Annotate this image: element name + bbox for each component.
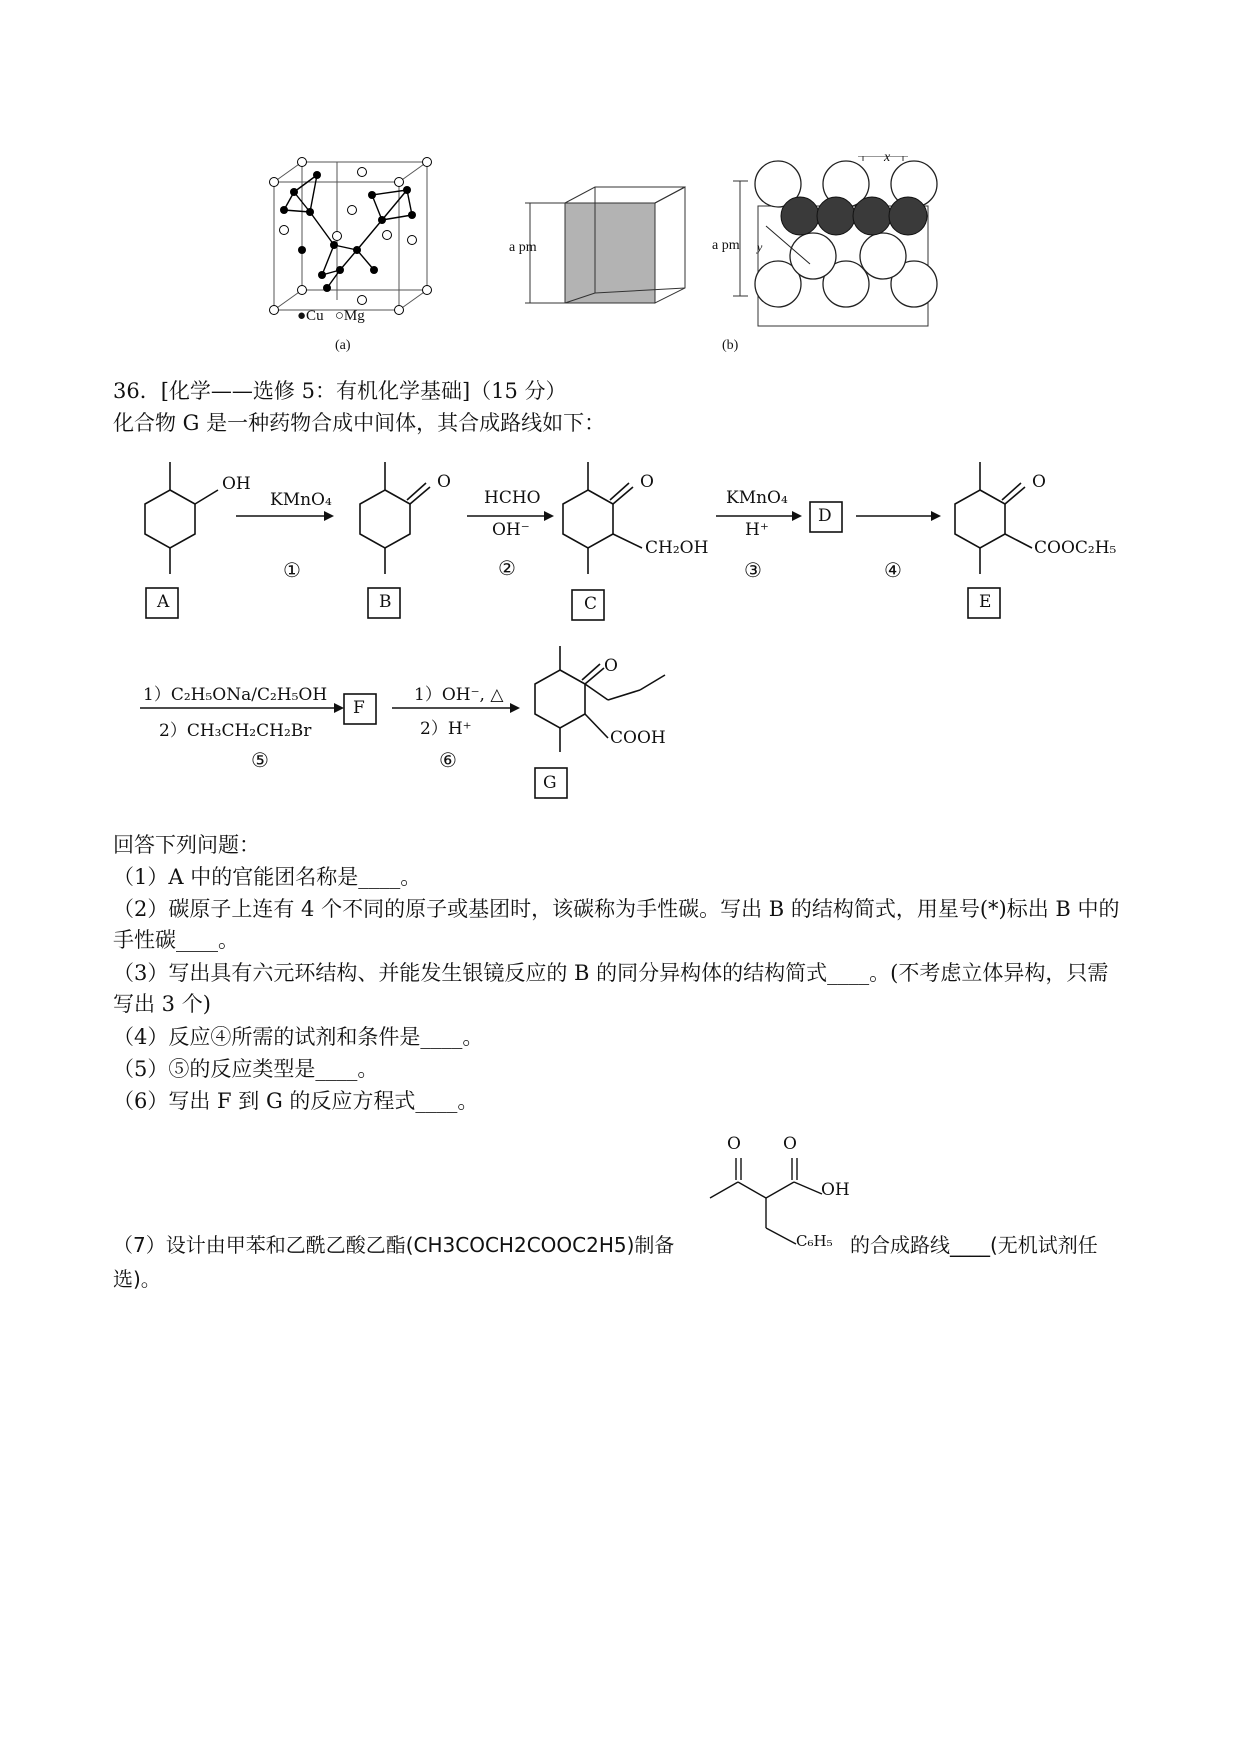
compound-label-e: E — [979, 592, 992, 612]
step2-number: ② — [498, 556, 516, 580]
question-1: （1）A 中的官能团名称是____。 — [113, 865, 422, 889]
step1-number: ① — [283, 558, 301, 582]
figure-b-packing — [718, 156, 968, 346]
question-7-part2: 的合成路线____(无机试剂任 — [850, 1233, 1098, 1257]
cube-dim-label: a pm — [509, 240, 537, 255]
question-7-part1: （7）设计由甲苯和乙酰乙酸乙酯(CH3COCH2COOC2H5)制备 — [113, 1233, 675, 1257]
question-4: （4）反应④所需的试剂和条件是____。 — [113, 1025, 484, 1049]
step3-reagent-bottom: H⁺ — [745, 520, 769, 540]
step1-reagent: KMnO₄ — [270, 490, 332, 510]
q7-label-oh: OH — [821, 1180, 850, 1200]
step5-number: ⑤ — [251, 748, 269, 772]
figure-b-dim-label: a pm — [712, 238, 740, 253]
answer-intro: 回答下列问题： — [113, 833, 260, 857]
figure-b-y-label: y — [757, 240, 763, 254]
label-b-o: O — [437, 472, 451, 492]
label-e-cooc2h5: COOC₂H₅ — [1034, 538, 1117, 558]
step6-reagent-top: 1）OH⁻, △ — [414, 685, 504, 705]
question-3: （3）写出具有六元环结构、并能发生银镜反应的 B 的同分异构体的结构简式____。(不考虑立体异构，只需写出 3 个) — [113, 961, 1109, 1016]
step4-number: ④ — [884, 558, 902, 582]
question-intro: 化合物 G 是一种药物合成中间体，其合成路线如下： — [113, 411, 606, 435]
label-c-ch2oh: CH₂OH — [645, 538, 709, 558]
label-e-o: O — [1032, 472, 1046, 492]
figure-a-legend — [297, 308, 365, 325]
question-7-part3: 选)。 — [113, 1267, 161, 1291]
compound-label-g: G — [543, 773, 557, 793]
legend-mg: ○Mg — [334, 308, 365, 324]
figure-b-caption: (b) — [722, 338, 739, 353]
step5-reagent-top: 1）C₂H₅ONa/C₂H₅OH — [143, 685, 328, 705]
question-2: （2）碳原子上连有 4 个不同的原子或基团时，该碳称为手性碳。写出 B 的结构简式，用星号(*)标出 B 中的手性碳____。 — [113, 897, 1120, 952]
legend-cu: ●Cu — [297, 308, 324, 324]
step6-reagent-bottom: 2）H⁺ — [420, 719, 472, 739]
step5-reagent-bottom: 2）CH₃CH₂CH₂Br — [159, 721, 312, 741]
step6-number: ⑥ — [439, 748, 457, 772]
compound-label-a: A — [157, 592, 170, 612]
label-g-cooh: COOH — [610, 728, 666, 748]
question-6: （6）写出 F 到 G 的反应方程式____。 — [113, 1089, 479, 1113]
label-c-o: O — [640, 472, 654, 492]
q7-label-c6h5: C₆H₅ — [796, 1232, 833, 1250]
compound-label-f: F — [353, 698, 365, 718]
step2-reagent-top: HCHO — [484, 488, 541, 508]
label-g-o: O — [604, 656, 618, 676]
label-a-oh: OH — [222, 474, 251, 494]
q7-target-structure — [700, 1136, 850, 1276]
question-header: 36．[化学——选修 5：有机化学基础]（15 分） — [113, 379, 567, 403]
compound-label-c: C — [584, 594, 598, 614]
step2-reagent-bottom: OH⁻ — [492, 520, 530, 540]
compound-label-d: D — [818, 506, 832, 526]
q7-label-o1: O — [727, 1134, 741, 1154]
compound-label-b: B — [379, 592, 392, 612]
q7-label-o2: O — [783, 1134, 797, 1154]
question-5: （5）⑤的反应类型是____。 — [113, 1057, 379, 1081]
step3-reagent-top: KMnO₄ — [726, 488, 788, 508]
figure-a-caption: (a) — [335, 338, 351, 353]
figure-b-x-label: x — [884, 150, 891, 165]
figure-a-crystal-cell — [262, 150, 452, 362]
step3-number: ③ — [744, 558, 762, 582]
